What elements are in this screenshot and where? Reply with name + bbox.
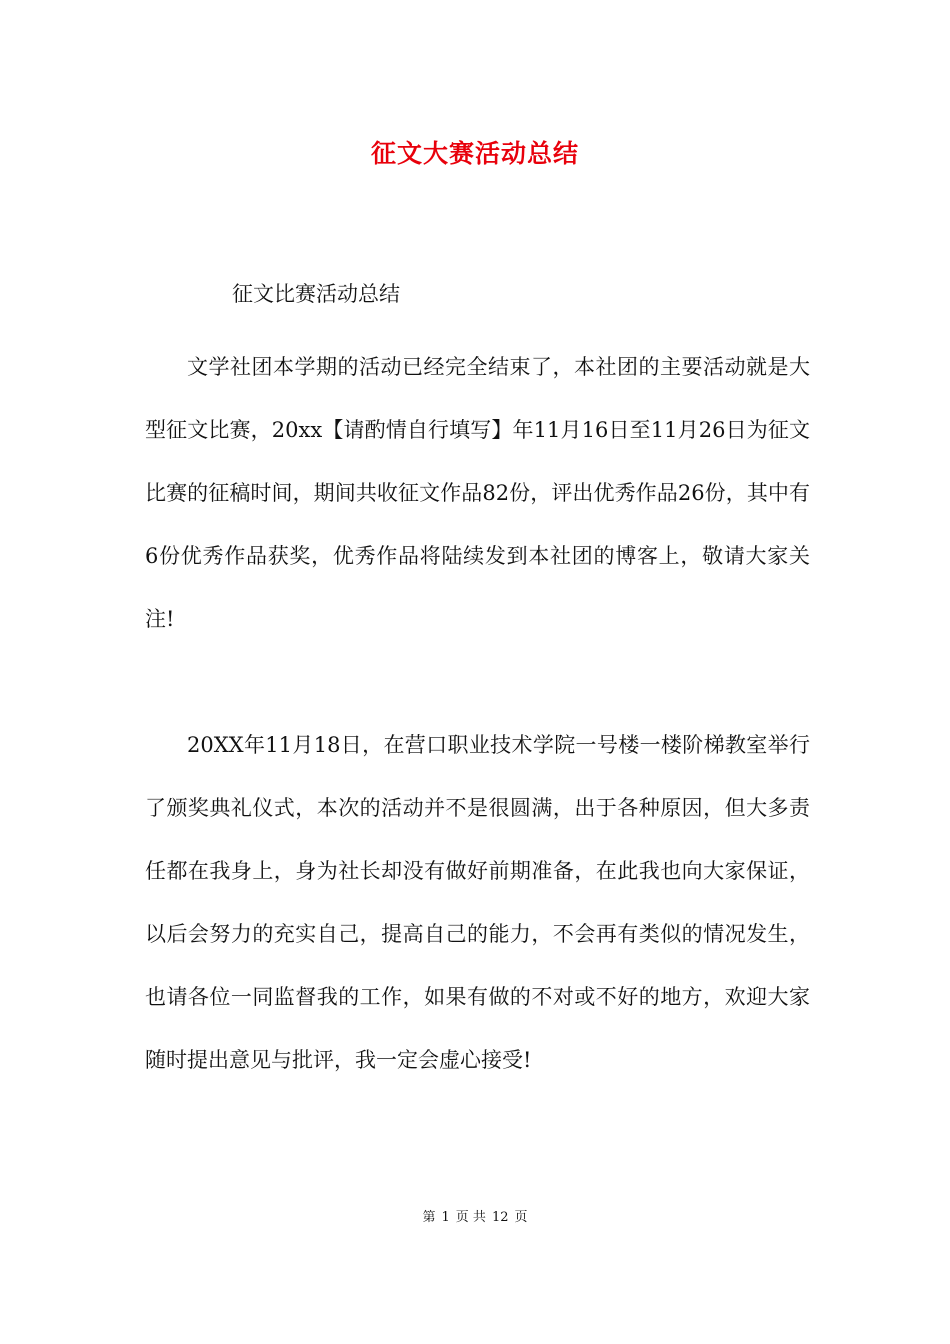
paragraph-2: 20XX年11月18日，在营口职业技术学院一号楼一楼阶梯教室举行了颁奖典礼仪式，本次的活动并不是很圆满，出于各种原因，但大多责任都在我身上，身为社长却没有做好前期准备，在此我也向大家保证，以后会努力的充实自己，提高自己的能力，不会再有类似的情况发生，也请各位一同监督我的工作，如果有做的不对或不好的地方，欢迎大家随时提出意见与批评，我一定会虚心接受!	[145, 733, 810, 1072]
footer-prefix: 第	[422, 1210, 436, 1225]
footer-total-pages: 12	[491, 1210, 509, 1225]
footer-middle: 页 共	[455, 1210, 486, 1225]
document-subtitle: 征文比赛活动总结	[232, 282, 400, 306]
paragraph-1: 文学社团本学期的活动已经完全结束了，本社团的主要活动就是大型征文比赛，20xx【请酌情自行填写】年11月16日至11月26日为征文比赛的征稿时间，期间共收征文作品82份，评出优秀作品26份，其中有6份优秀作品获奖，优秀作品将陆续发到本社团的博客上，敬请大家关注!	[145, 355, 810, 631]
footer-current-page: 1	[441, 1210, 450, 1225]
page-footer	[0, 1206, 950, 1230]
footer-suffix: 页	[514, 1210, 528, 1225]
document-title: 征文大赛活动总结	[370, 139, 579, 168]
